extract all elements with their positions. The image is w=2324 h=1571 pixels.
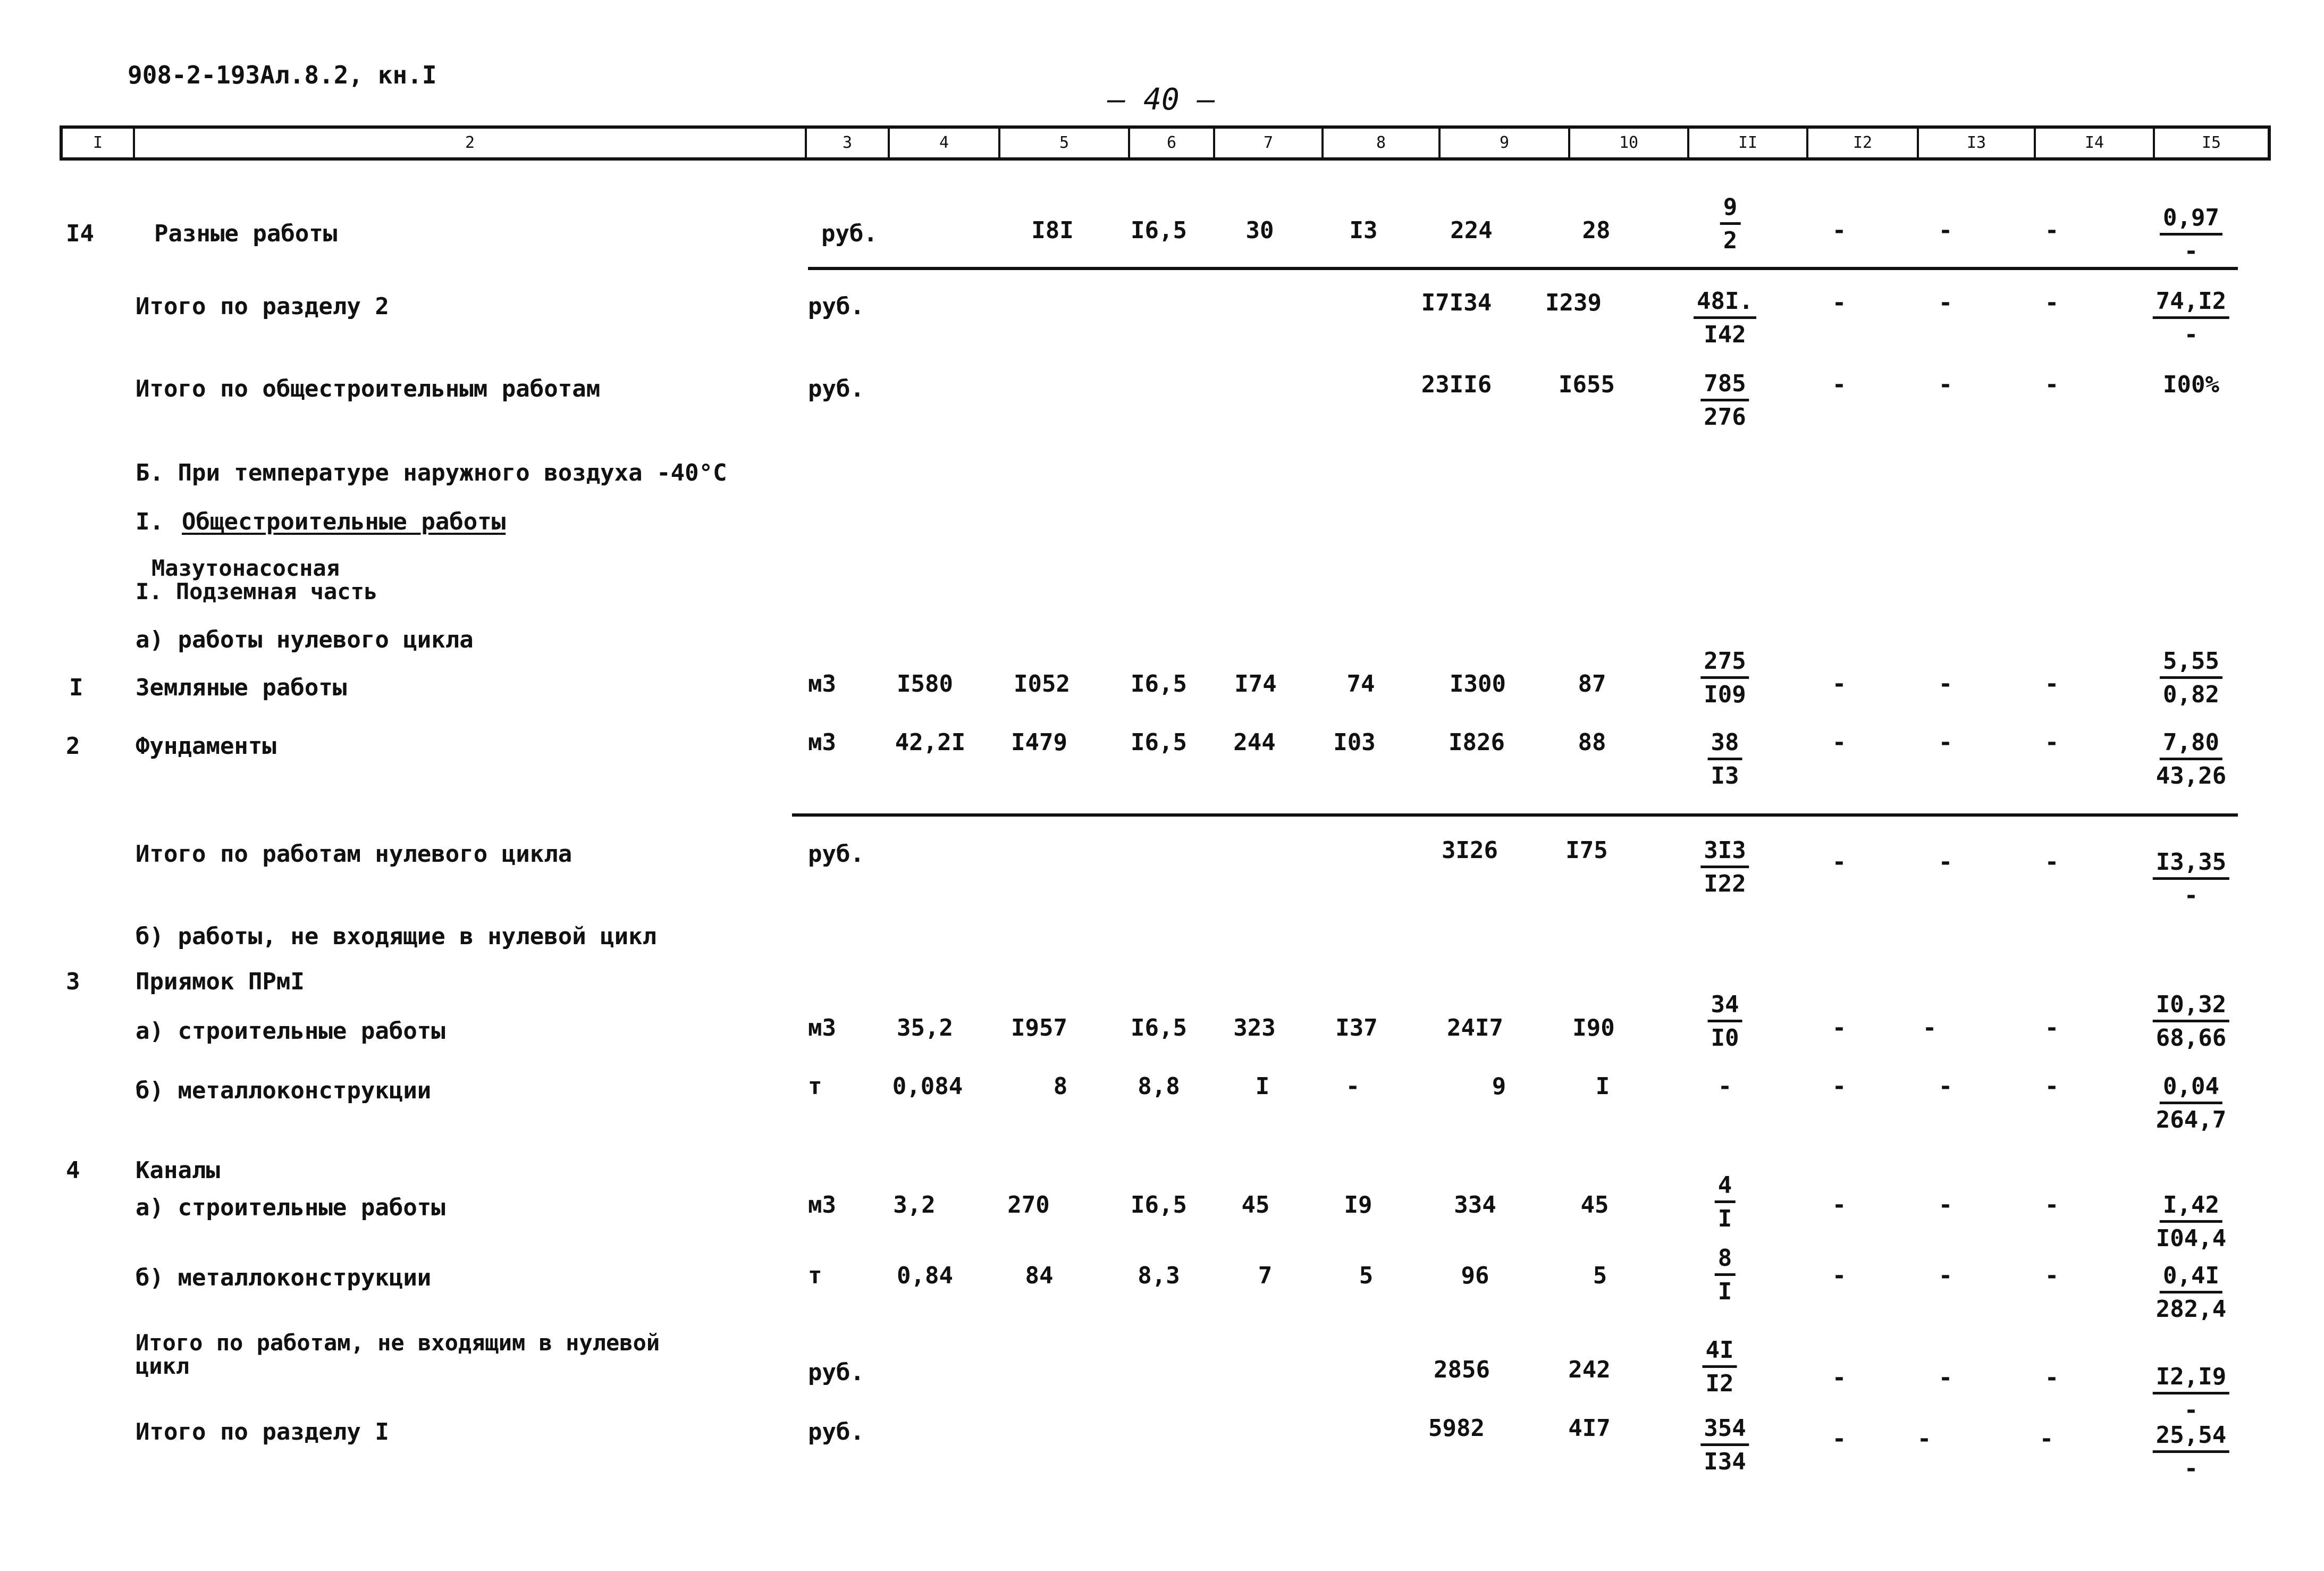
row-name: Приямок ПРмI xyxy=(136,968,305,995)
cell-col15-fraction: $\frac{5,55}{0,82}$ xyxy=(2160,650,2222,707)
cell-col5: I052 xyxy=(1014,670,1070,698)
cell-col7: I74 xyxy=(1234,670,1277,698)
col-header-14: I4 xyxy=(2036,129,2155,157)
cell-col4: 0,84 xyxy=(897,1262,953,1289)
subsection-heading: а) работы нулевого цикла xyxy=(136,626,474,653)
col-header-5: 5 xyxy=(1000,129,1130,157)
cell-col15-fraction: $\frac{0,04}{264,7}$ xyxy=(2155,1073,2227,1133)
cell-col14: - xyxy=(2044,670,2059,698)
row-unit: м3 xyxy=(808,1014,836,1041)
section-heading: Б. При температуре наружного воздуха -40°С xyxy=(136,459,727,486)
row-name: Каналы xyxy=(136,1157,220,1184)
cell-col6: I6,5 xyxy=(1131,1014,1187,1041)
cell-col11: - xyxy=(1717,1073,1732,1100)
cell-col12: - xyxy=(1832,217,1847,244)
cell-col5: 270 xyxy=(1007,1191,1050,1219)
cell-col9: I300 xyxy=(1450,670,1506,698)
cell-col12: - xyxy=(1832,1364,1847,1391)
cell-col9: 9 xyxy=(1492,1073,1506,1100)
row-number: 2 xyxy=(66,733,80,760)
cell-col11-fraction: $\frac{4}{I}$ xyxy=(1715,1174,1736,1231)
cell-col6: I6,5 xyxy=(1131,670,1187,698)
cell-col4: 42,2I xyxy=(895,729,966,756)
page-number: — 40 — xyxy=(1107,82,1216,117)
cell-col12: - xyxy=(1832,371,1847,398)
row-unit: руб. xyxy=(808,1359,864,1386)
cell-col13: - xyxy=(1938,289,1953,316)
cell-col4: 35,2 xyxy=(897,1014,953,1041)
col-header-4: 4 xyxy=(890,129,1000,157)
cell-col5: 8 xyxy=(1053,1073,1068,1100)
row-name-line1: Итого по работам, не входящим в нулевой xyxy=(136,1330,660,1356)
cell-col12: - xyxy=(1832,729,1847,756)
cell-col6: I6,5 xyxy=(1131,729,1187,756)
cell-col10: 242 xyxy=(1568,1356,1611,1383)
cell-col9: 5982 xyxy=(1428,1415,1485,1442)
cell-col5: I8I xyxy=(1031,217,1074,244)
col-header-10: 10 xyxy=(1570,129,1689,157)
row-number: 4 xyxy=(66,1157,80,1184)
cell-col9: 224 xyxy=(1450,217,1493,244)
col-header-1: I xyxy=(63,129,135,157)
row-unit: руб. xyxy=(808,375,864,402)
cell-col15: I00% xyxy=(2163,371,2219,398)
cell-col11-fraction: $\frac{34}{I0}$ xyxy=(1708,993,1742,1050)
cell-col14: - xyxy=(2044,1073,2059,1100)
row-unit: руб. xyxy=(808,1418,864,1446)
cell-col11-fraction: $\frac{785}{276}$ xyxy=(1700,372,1749,429)
cell-col15-fraction: $\frac{7,80}{43,26}$ xyxy=(2155,729,2227,789)
row-number: I4 xyxy=(66,220,94,247)
cell-col10: I xyxy=(1595,1073,1610,1100)
cell-col8: 5 xyxy=(1359,1262,1374,1289)
cell-col15-fraction: $\frac{0,4I}{282,4}$ xyxy=(2155,1262,2227,1323)
cell-col13: - xyxy=(1938,1191,1953,1219)
cell-col12: - xyxy=(1832,1191,1847,1219)
cell-col13: - xyxy=(1938,670,1953,698)
cell-col10: 28 xyxy=(1582,217,1611,244)
cell-col7: 323 xyxy=(1233,1014,1276,1041)
cell-col7: 7 xyxy=(1258,1262,1273,1289)
cell-col15-fraction: $\frac{I,42}{I04,4}$ xyxy=(2155,1191,2227,1252)
cell-col5: I479 xyxy=(1011,729,1067,756)
cell-col8: 74 xyxy=(1346,670,1375,698)
cell-col15-fraction: I3,35 - xyxy=(2153,851,2229,908)
cell-col10: 45 xyxy=(1580,1191,1609,1219)
cell-col6: 8,3 xyxy=(1138,1262,1180,1289)
row-name: а) строительные работы xyxy=(136,1194,445,1221)
cell-col12: - xyxy=(1832,289,1847,316)
row-unit: т xyxy=(808,1262,822,1289)
row-unit: м3 xyxy=(808,670,836,698)
cell-col13: - xyxy=(1938,1364,1953,1391)
cell-col8: - xyxy=(1345,1073,1360,1100)
row-number: I xyxy=(69,674,83,701)
cell-col7: I xyxy=(1255,1073,1270,1100)
cell-col10: 87 xyxy=(1578,670,1606,698)
col-header-13: I3 xyxy=(1919,129,2036,157)
cell-col13: - xyxy=(1938,729,1953,756)
cell-col9: 2856 xyxy=(1434,1356,1490,1383)
cell-col11-fraction: $\frac{9}{2}$ xyxy=(1720,196,1741,253)
cell-col14: - xyxy=(2044,1364,2059,1391)
row-name: б) металлоконструкции xyxy=(136,1077,432,1104)
cell-col15-fraction: $\frac{I0,32}{68,66}$ xyxy=(2153,993,2229,1050)
cell-col15-fraction: 0,97 - xyxy=(2160,206,2222,263)
row-name: Итого по разделу 2 xyxy=(136,293,389,320)
col-header-9: 9 xyxy=(1441,129,1570,157)
cell-col4: I580 xyxy=(897,670,953,698)
col-header-12: I2 xyxy=(1808,129,1919,157)
column-header-row xyxy=(60,125,2271,161)
cell-col9: 23II6 xyxy=(1421,371,1492,398)
row-name: Итого по общестроительным работам xyxy=(136,375,601,402)
cell-col15-fraction: 74,I2 - xyxy=(2153,290,2229,347)
cell-col14: - xyxy=(2044,1191,2059,1219)
row-unit: т xyxy=(808,1073,822,1100)
document-code: 908-2-193Ал.8.2, кн.I xyxy=(128,61,437,89)
row-unit: руб. xyxy=(808,293,864,320)
subsection-heading: б) работы, не входящие в нулевой цикл xyxy=(136,923,657,950)
cell-col13: - xyxy=(1938,848,1953,876)
col-header-6: 6 xyxy=(1130,129,1215,157)
cell-col7: 30 xyxy=(1245,217,1274,244)
col-header-3: 3 xyxy=(807,129,890,157)
row-unit: руб. xyxy=(821,220,878,247)
cell-col10: I90 xyxy=(1572,1014,1615,1041)
cell-col14: - xyxy=(2044,729,2059,756)
cell-col12: - xyxy=(1832,1014,1847,1041)
part-heading: I. Подземная часть xyxy=(136,578,378,604)
cell-col9: 3I26 xyxy=(1442,837,1498,864)
cell-col11-fraction: $\frac{8}{I}$ xyxy=(1715,1247,1736,1304)
row-unit: м3 xyxy=(808,1191,836,1219)
row-unit: м3 xyxy=(808,729,836,756)
cell-col12: - xyxy=(1832,848,1847,876)
row-name: Итого по разделу I xyxy=(136,1418,389,1446)
cell-col6: I6,5 xyxy=(1131,1191,1187,1219)
cell-col10: 5 xyxy=(1593,1262,1607,1289)
cell-col14: - xyxy=(2044,1262,2059,1289)
cell-col11-fraction: $\frac{3I3}{I22}$ xyxy=(1700,839,1749,896)
cell-col11-fraction: $\frac{48I.}{I42}$ xyxy=(1694,290,1756,347)
cell-col14: - xyxy=(2044,217,2059,244)
cell-col12: - xyxy=(1832,1262,1847,1289)
cell-col5: 84 xyxy=(1025,1262,1054,1289)
col-header-7: 7 xyxy=(1215,129,1324,157)
cell-col9: 96 xyxy=(1461,1262,1489,1289)
col-header-15: I5 xyxy=(2201,133,2221,152)
col-header-2: 2 xyxy=(135,129,807,157)
section-heading: Общестроительные работы xyxy=(182,508,506,535)
cell-col7: 244 xyxy=(1233,729,1276,756)
cell-col13: - xyxy=(1917,1425,1932,1452)
cell-col6: 8,8 xyxy=(1138,1073,1180,1100)
cell-col13: - xyxy=(1938,1073,1953,1100)
cell-col12: - xyxy=(1832,670,1847,698)
cell-col14: - xyxy=(2039,1425,2054,1452)
cell-col9: I7I34 xyxy=(1421,289,1492,316)
cell-col13: - xyxy=(1922,1014,1937,1041)
cell-col10: I75 xyxy=(1565,837,1608,864)
cell-col9: 334 xyxy=(1454,1191,1496,1219)
cell-col11-fraction: $\frac{275}{I09}$ xyxy=(1700,650,1749,707)
cell-col6: I6,5 xyxy=(1131,217,1187,244)
col-header-8: 8 xyxy=(1324,129,1441,157)
cell-col11-fraction: $\frac{354}{I34}$ xyxy=(1700,1417,1749,1474)
cell-col9: I826 xyxy=(1449,729,1505,756)
cell-col8: I37 xyxy=(1335,1014,1378,1041)
row-name: Разные работы xyxy=(154,220,338,247)
cell-col8: I3 xyxy=(1349,217,1378,244)
subtotal-rule xyxy=(792,813,2238,817)
cell-col11-fraction: $\frac{38}{I3}$ xyxy=(1708,731,1742,788)
object-heading: Мазутонасосная xyxy=(151,555,340,581)
row-name: а) строительные работы xyxy=(136,1018,445,1045)
cell-col13: - xyxy=(1938,217,1953,244)
cell-col8: I9 xyxy=(1344,1191,1372,1219)
cell-col8: I03 xyxy=(1333,729,1376,756)
subtotal-rule xyxy=(808,267,2238,270)
cell-col12: - xyxy=(1832,1073,1847,1100)
row-name: б) металлоконструкции xyxy=(136,1264,432,1291)
cell-col14: - xyxy=(2044,371,2059,398)
row-name: Итого по работам нулевого цикла xyxy=(136,841,572,868)
cell-col4: 0,084 xyxy=(892,1073,963,1100)
cell-col15-fraction: 25,54 - xyxy=(2153,1424,2229,1481)
row-name-line2: цикл xyxy=(136,1353,190,1379)
cell-col4: 3,2 xyxy=(893,1191,936,1219)
cell-col10: 88 xyxy=(1578,729,1606,756)
cell-col14: - xyxy=(2044,289,2059,316)
row-name: Земляные работы xyxy=(136,674,347,701)
row-unit: руб. xyxy=(808,841,864,868)
cell-col5: I957 xyxy=(1011,1014,1067,1041)
cell-col14: - xyxy=(2044,848,2059,876)
cell-col14: - xyxy=(2044,1014,2059,1041)
cell-col10: I655 xyxy=(1559,371,1615,398)
section-number: I. xyxy=(136,508,164,535)
row-name: Фундаменты xyxy=(136,733,276,760)
cell-col10: 4I7 xyxy=(1568,1415,1611,1442)
cell-col9: 24I7 xyxy=(1447,1014,1503,1041)
col-header-11: II xyxy=(1689,129,1808,157)
cell-col10: I239 xyxy=(1545,289,1602,316)
row-number: 3 xyxy=(66,968,80,995)
cell-col13: - xyxy=(1938,371,1953,398)
cell-col7: 45 xyxy=(1241,1191,1270,1219)
cell-col11-fraction: $\frac{4I}{I2}$ xyxy=(1703,1339,1737,1396)
cell-col12: - xyxy=(1832,1425,1847,1452)
cell-col15-fraction: I2,I9 - xyxy=(2153,1365,2229,1422)
cell-col13: - xyxy=(1938,1262,1953,1289)
